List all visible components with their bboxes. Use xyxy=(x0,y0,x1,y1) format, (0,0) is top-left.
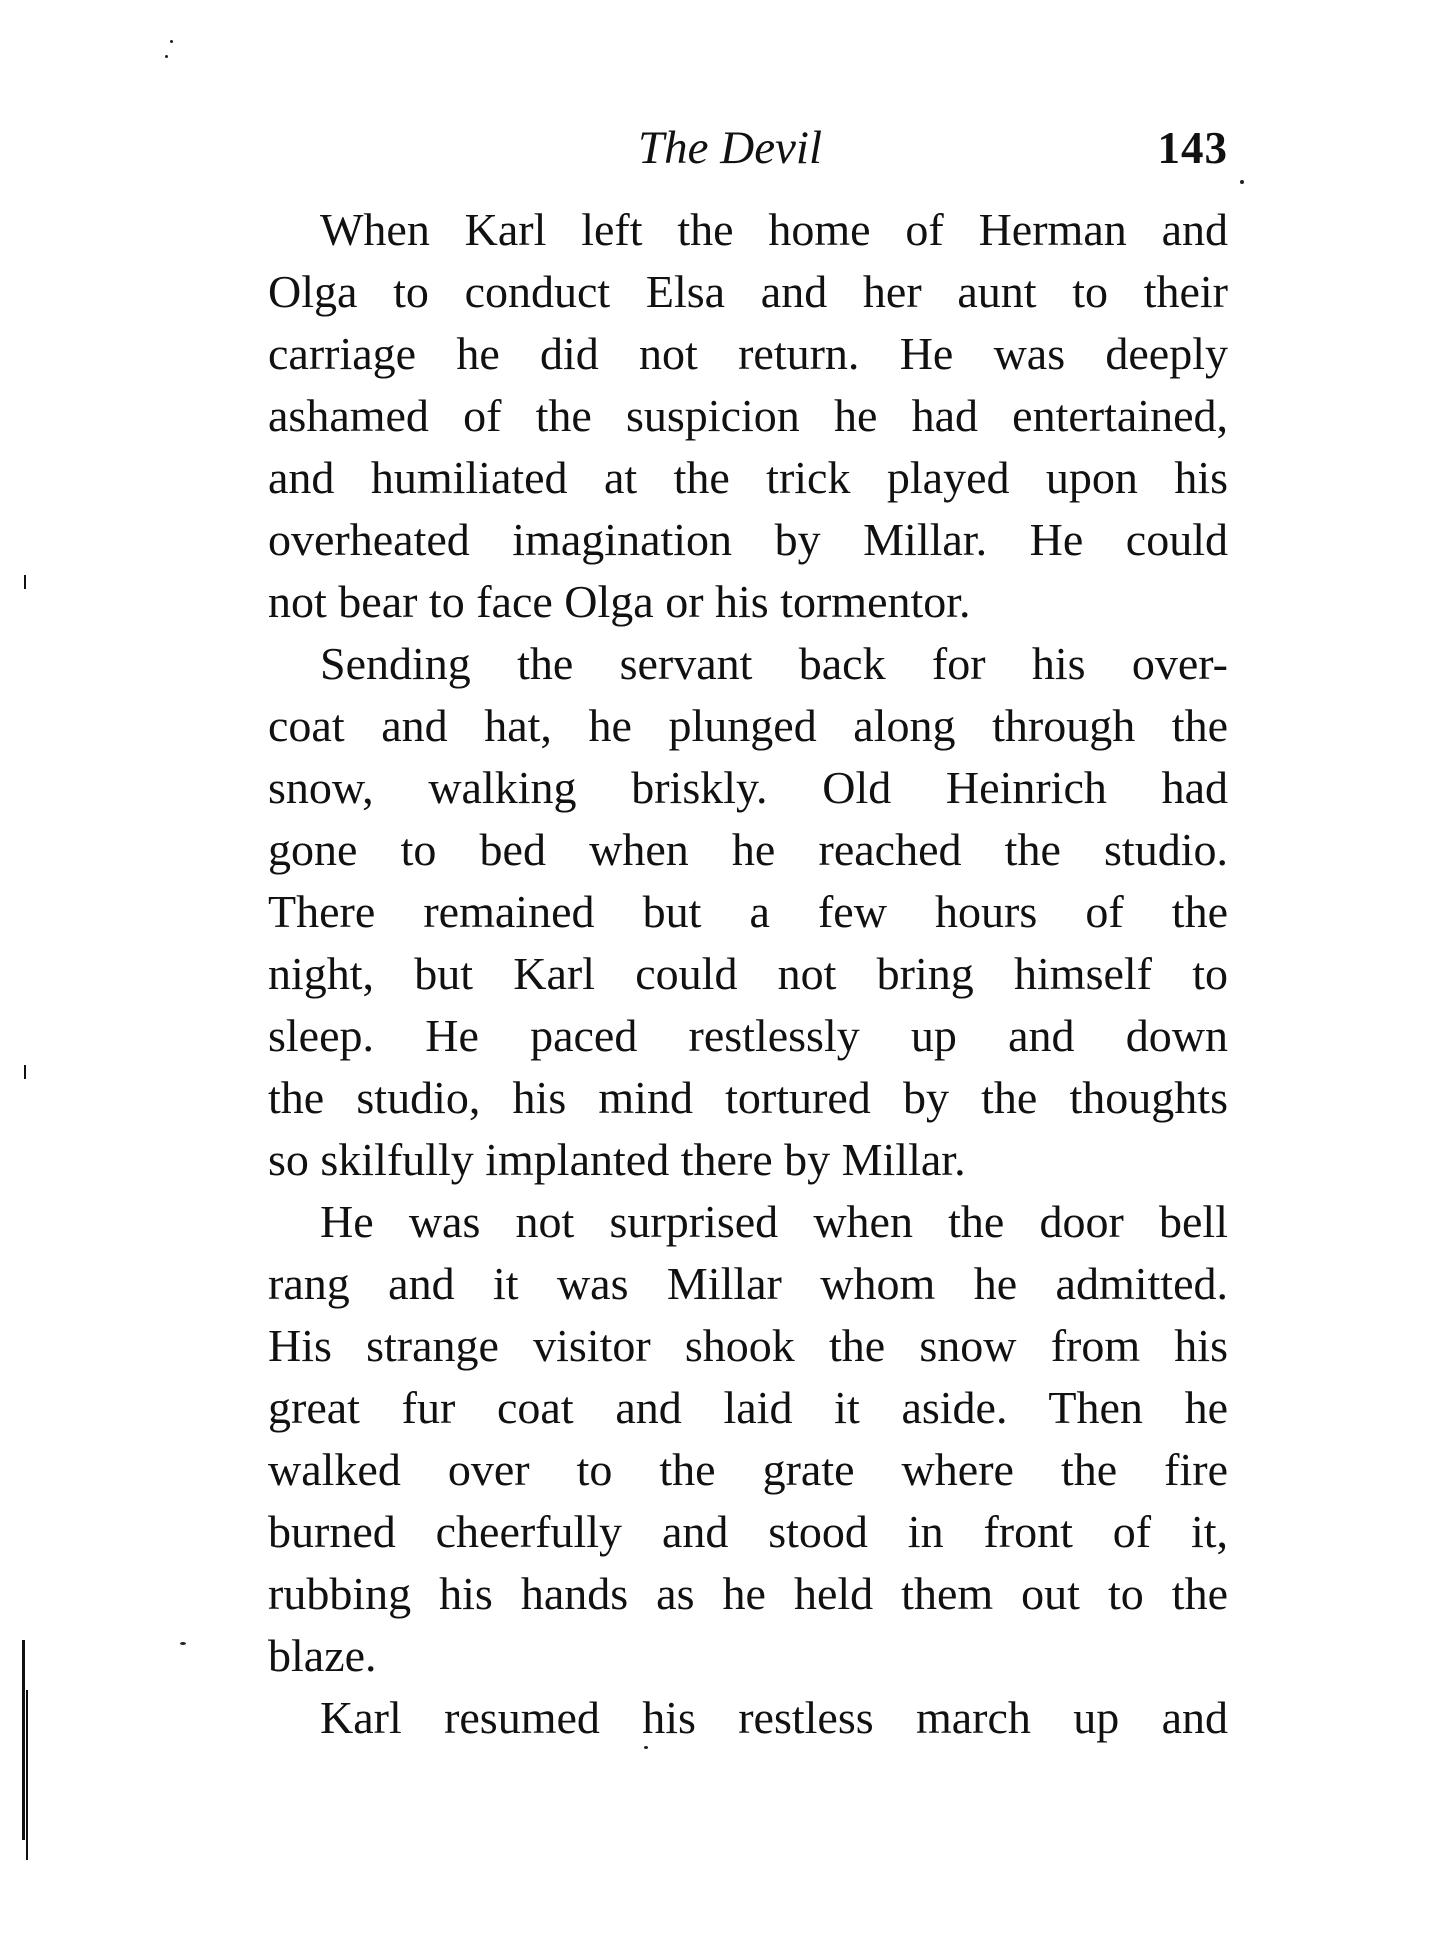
text-line: gone to bed when he reached the studio. xyxy=(268,824,1228,875)
text-line: ashamed of the suspicion he had entertained, xyxy=(268,390,1228,441)
paragraph-2 xyxy=(268,633,1228,1191)
text-line: rang and it was Millar whom he admitted. xyxy=(268,1258,1228,1309)
page-number: 143 xyxy=(1157,123,1228,173)
text-line: blaze. xyxy=(268,1630,377,1681)
paragraph-1 xyxy=(268,199,1228,633)
text-line: not bear to face Olga or his tormentor. xyxy=(268,576,971,627)
text-line: burned cheerfully and stood in front of it, xyxy=(268,1506,1228,1557)
text-line: great fur coat and laid it aside. Then he xyxy=(268,1382,1228,1433)
text-line: Olga to conduct Elsa and her aunt to their xyxy=(268,266,1228,317)
text-line: There remained but a few hours of the xyxy=(268,886,1228,937)
scan-speck xyxy=(644,1746,648,1749)
text-line: rubbing his hands as he held them out to the xyxy=(268,1568,1228,1619)
text-line: carriage he did not return. He was deeply xyxy=(268,328,1228,379)
text-line: coat and hat, he plunged along through the xyxy=(268,700,1228,751)
scan-edge-mark xyxy=(26,1690,28,1860)
scan-speck xyxy=(170,40,173,43)
scan-speck xyxy=(180,1642,186,1645)
text-line: the studio, his mind tortured by the thoughts xyxy=(268,1072,1228,1123)
paragraph-4 xyxy=(268,1687,1228,1749)
scan-edge-mark xyxy=(24,1065,26,1079)
text-line: so skilfully implanted there by Millar. xyxy=(268,1134,966,1185)
page-header xyxy=(268,118,1228,178)
body-text xyxy=(268,199,1228,1749)
text-line: His strange visitor shook the snow from his xyxy=(268,1320,1228,1371)
text-line: overheated imagination by Millar. He could xyxy=(268,514,1228,565)
running-title: The Devil xyxy=(638,122,823,174)
scan-speck xyxy=(165,55,168,58)
text-line: snow, walking briskly. Old Heinrich had xyxy=(268,762,1228,813)
text-line: night, but Karl could not bring himself to xyxy=(268,948,1228,999)
text-line: sleep. He paced restlessly up and down xyxy=(268,1010,1228,1061)
scan-speck xyxy=(1240,180,1244,184)
text-line: walked over to the grate where the fire xyxy=(268,1444,1228,1495)
scan-edge-mark xyxy=(22,1640,25,1840)
text-line: Karl resumed his restless march up and xyxy=(320,1692,1228,1743)
scan-edge-mark xyxy=(24,575,26,589)
text-line: and humiliated at the trick played upon his xyxy=(268,452,1228,503)
paragraph-3 xyxy=(268,1191,1228,1687)
text-line: Sending the servant back for his over- xyxy=(320,638,1228,689)
text-line: He was not surprised when the door bell xyxy=(320,1196,1228,1247)
text-line: When Karl left the home of Herman and xyxy=(320,204,1228,255)
